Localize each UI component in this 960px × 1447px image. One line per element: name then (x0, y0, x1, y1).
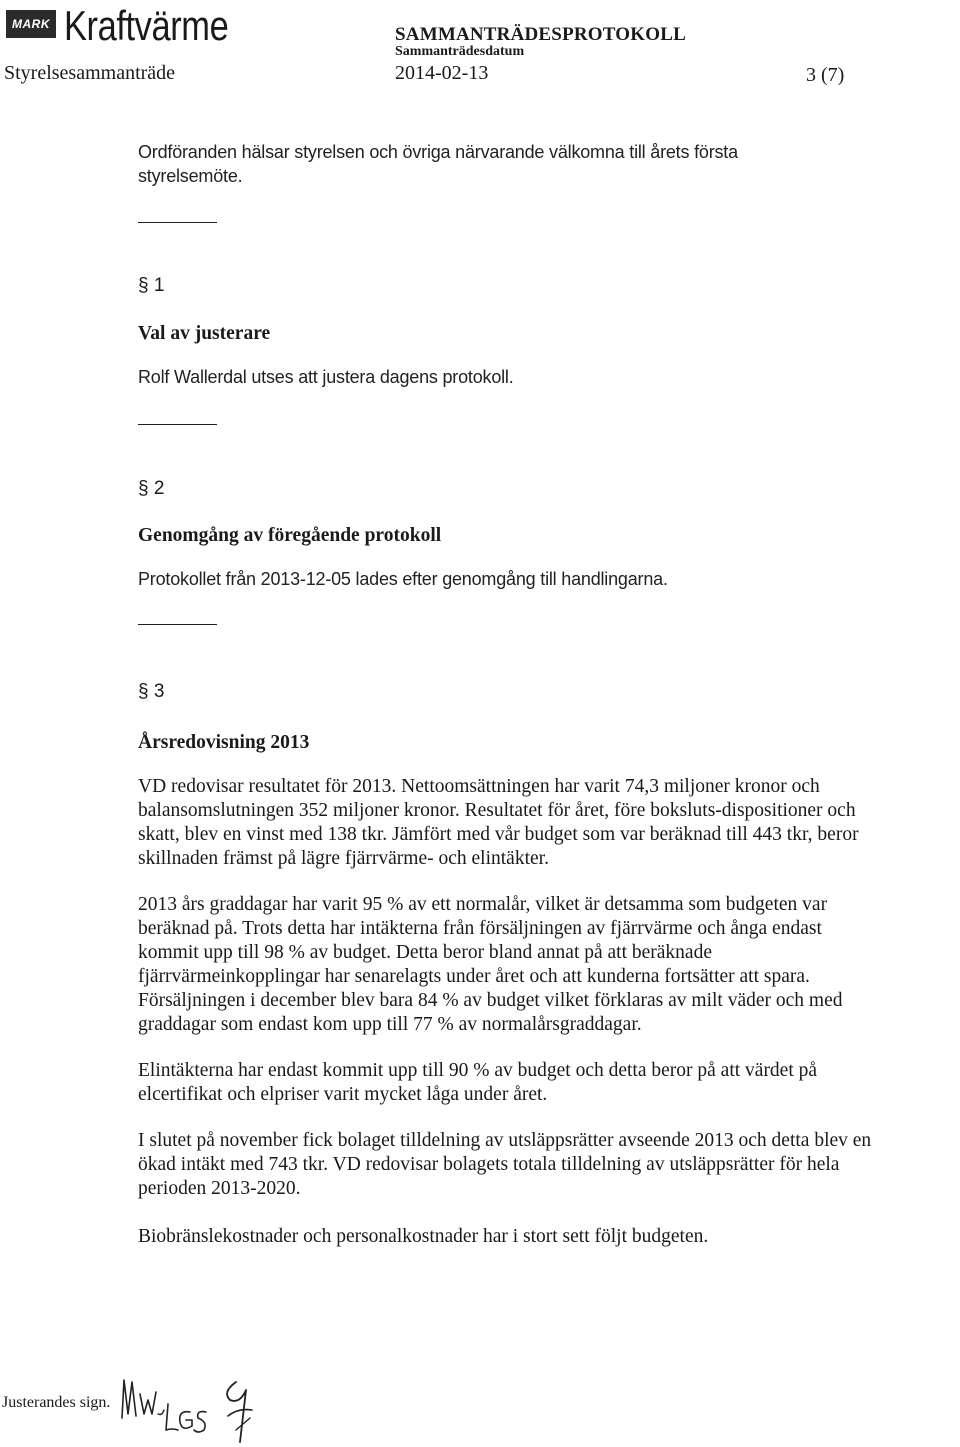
section-heading-1: Val av justerare (138, 323, 271, 344)
organization-name: Kraftvärme (64, 2, 229, 49)
section-3-paragraph-5: Biobränslekostnader och personalkostnader har i stort sett följt budgeten. (138, 1226, 709, 1247)
intro-paragraph: Ordföranden hälsar styrelsen och övriga närvarande välkomna till årets första styrelsemöte. (138, 142, 738, 186)
section-mark-1: § 1 (138, 275, 165, 296)
section-2-paragraph: Protokollet från 2013-12-05 lades efter genomgång till handlingarna. (138, 569, 668, 589)
section-mark-2: § 2 (138, 478, 165, 499)
section-heading-3: Årsredovisning 2013 (138, 732, 310, 753)
signature-label: Justerandes sign. (2, 1394, 111, 1411)
section-divider (138, 424, 217, 425)
section-heading-2: Genomgång av föregående protokoll (138, 525, 442, 546)
section-3-paragraph-4: I slutet på november fick bolaget tilldelning av utsläppsrätter avseende 2013 och detta blev en ökad intäkt med 743 tkr. VD redovisar bolagets totala tilldelning av utsläppsrätter för hela perioden 2013-2020. (138, 1130, 872, 1199)
logo-text: MARK (12, 17, 50, 31)
meeting-type: Styrelsesammanträde (4, 62, 176, 84)
handwritten-initials (118, 1370, 268, 1446)
section-divider (138, 624, 217, 625)
section-3-paragraph-1: VD redovisar resultatet för 2013. Nettoomsättningen har varit 74,3 miljoner kronor och balansomslutningen 352 miljoner kronor. Resultatet för året, före boksluts-dispositioner och skatt, blev en vinst med 138 tkr. Jämfört med vår budget som var beräknad till 443 tkr, beror skillnaden främst på lägre fjärrvärme- och elintäkter. (138, 776, 859, 869)
section-divider (138, 222, 217, 223)
section-1-paragraph: Rolf Wallerdal utses att justera dagens protokoll. (138, 367, 514, 387)
meeting-date: 2014-02-13 (395, 62, 489, 84)
protocol-body (138, 140, 878, 1249)
section-3-paragraph-2: 2013 års graddagar har varit 95 % av ett normalår, vilket är detsamma som budgeten var beräknad på. Trots detta har intäkterna från försäljningen av fjärrvärme och ånga endast kommit upp till 98 % av budget. Detta beror bland annat på att beräknade fjärrvärmeinkopplingar har senarelagts under året och att kunderna fortsätter att spara. Försäljningen i december blev bara 84 % av budget vilket förklaras av milt väder och med graddagar som endast kom upp till 77 % av normalårsgraddagar. (138, 894, 843, 1035)
company-logo (6, 10, 56, 38)
date-label: Sammanträdesdatum (395, 44, 525, 59)
section-3-paragraph-3: Elintäkterna har endast kommit upp till 90 % av budget och detta beror på att värdet på elcertifikat och elpriser varit mycket låga under året. (138, 1060, 818, 1105)
page-number: 3 (7) (806, 64, 845, 86)
section-mark-3: § 3 (138, 681, 165, 702)
document-title: SAMMANTRÄDESPROTOKOLL (395, 24, 686, 45)
